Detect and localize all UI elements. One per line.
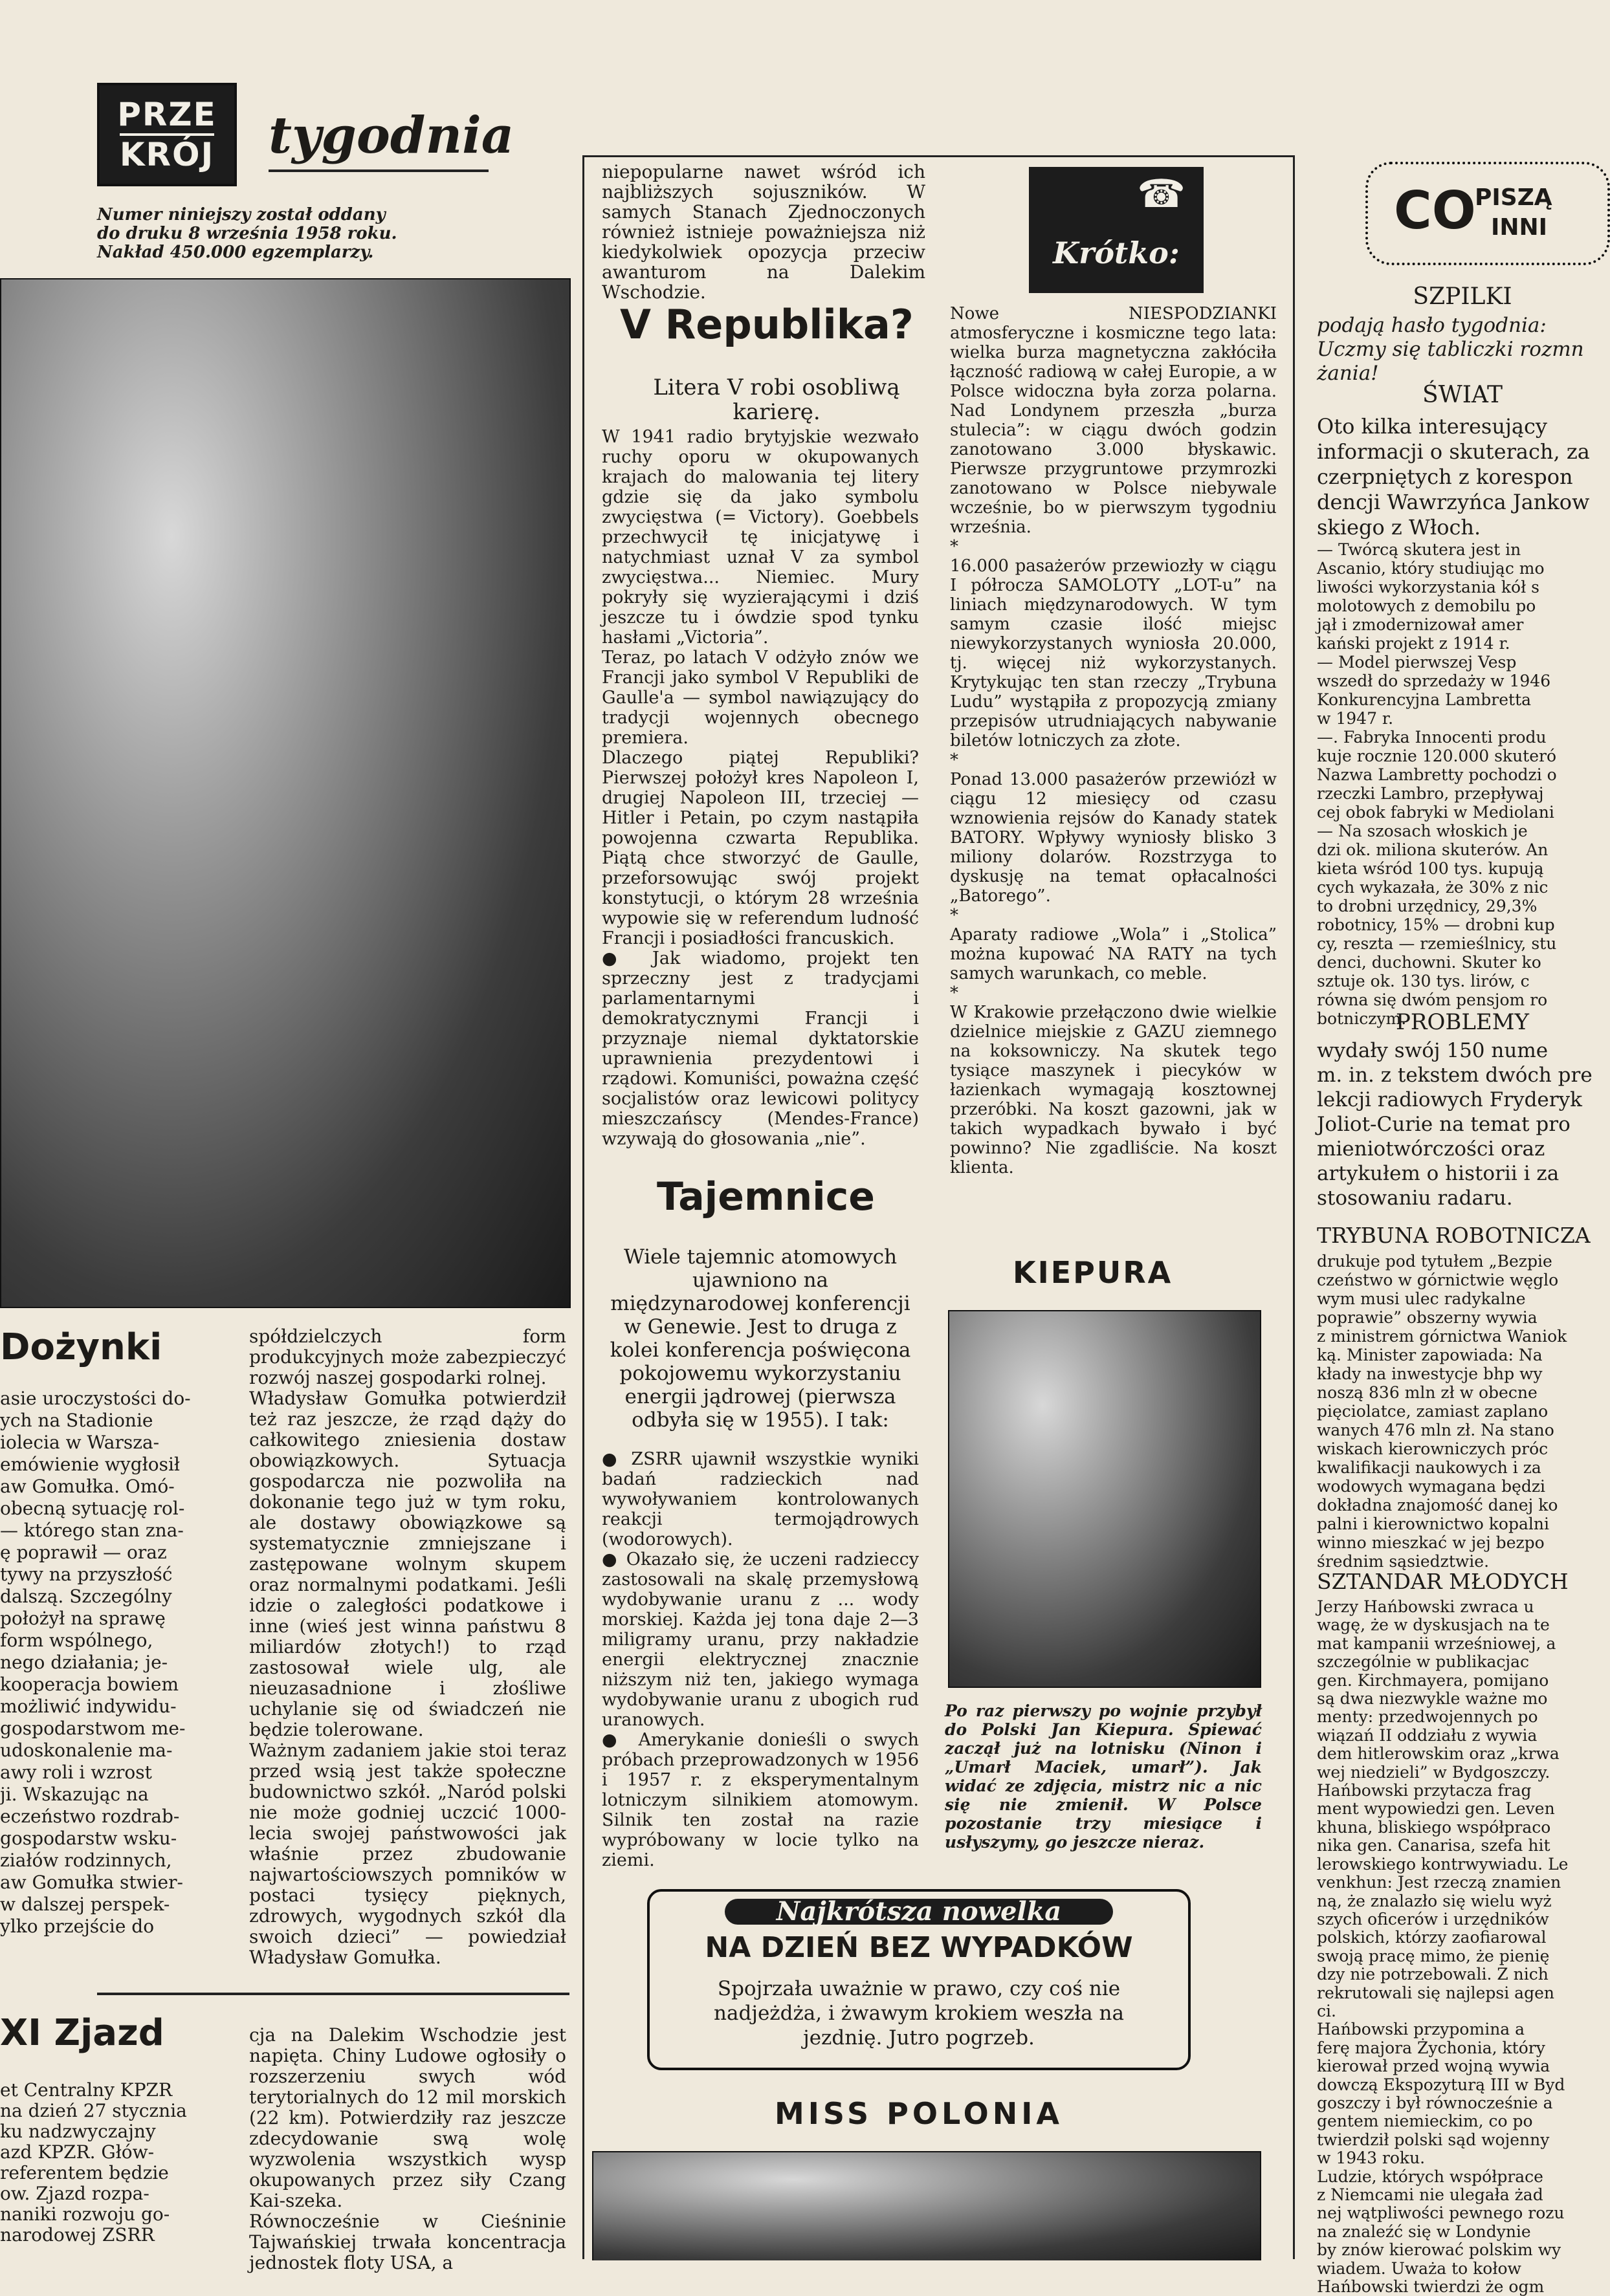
miss-polonia-title: MISS POLONIA <box>775 2096 1063 2131</box>
issue-note: Numer niniejszy został oddany do druku 8 września 1958 roku. Nakład 450.000 egzemplarzy. <box>97 205 397 262</box>
zjazd-col-left: et Centralny KPZR na dzień 27 stycznia ku nadzwyczajny azd KPZR. Głów- referentem będzie ow. Zjazd rozpa- naniki rozwoju go- narodowej ZSRR <box>0 2079 187 2246</box>
co-pisza-inni-logo <box>1365 162 1610 265</box>
logo-line-1: PRZE <box>117 96 217 133</box>
logo-inni: INNI <box>1491 214 1548 241</box>
telephone-icon: ☎ <box>1137 171 1185 217</box>
dozynki-title: Dożynki <box>0 1326 162 1368</box>
miss-polonia-photo <box>592 2151 1261 2260</box>
krotko-logo-text: Krótko: <box>1053 235 1180 270</box>
kiepura-photo <box>948 1310 1261 1688</box>
zjazd-col-right: cja na Dalekim Wschodzie jest napięta. Chiny Ludowe ogłosiły o rozszerzeniu swych wód terytorialnych do 12 mil morskich (22 km). Potwierdziły raz jeszcze zdecydowanie swą wolę wyzwolenia wszystkich wysp okupowanych przez siły Czang Kai-szeka. Równocześnie w Cieśninie Tajwańskiej trwała koncentracja jednostek floty USA, a <box>249 2024 566 2273</box>
tajemnice-lead: Wiele tajemnic atomowych ujawniono na międzynarodowej konferencji w Genewie. Jest to druga z kolei konferencja poświęcona pokojowemu wykorzystaniu energii jądrowej (pierwsza odbyła się w 1955). I tak: <box>610 1245 911 1432</box>
column-rule-right <box>1293 155 1295 2259</box>
tajemnice-title: Tajemnice <box>657 1174 876 1219</box>
nowelka-subtitle: NA DZIEŃ BEZ WYPADKÓW <box>705 1931 1133 1964</box>
problemy-heading: PROBLEMY <box>1396 1009 1529 1035</box>
swiat-lead: Oto kilka interesujący informacji o skuterach, za czerpniętych z korespon dencji Wawrzyńca Jankow skiego z Włoch. <box>1317 414 1590 540</box>
masthead-rule <box>269 169 489 172</box>
nowelka-title: Najkrótsza nowelka <box>776 1896 1062 1927</box>
krotko-body: Nowe NIESPODZIANKI atmosferyczne i kosmiczne tego lata: wielka burza magnetyczna zakłóciła łączność radiową w całej Europie, a w Polsce widoczna była zorza polarna. Nad Londynem przeszła „burza stulecia”: w ciągu dwóch godzin zanotowano 3.000 błyskawic. Pierwsze przygruntowe przymrozki zanotowano w Polsce niebywale wcześnie, bo w pierwszym tygodniu września. * 16.000 pasażerów przewiozły w ciągu I półrocza SAMOLOTY „LOT-u” na liniach międzynarodowych. W tym samym czasie ilość miejsc niewykorzystanych wyniosła 20.000, tj. więcej niż wykorzystanych. Krytykując ten stan rzeczy „Trybuna Ludu” wystąpiła z propozycją zmiany przepisów utrudniających nabywanie biletów lotniczych za złote. * Ponad 13.000 pasażerów przewiózł w ciągu 12 miesięcy od czasu wznowienia rejsów do Kanady statek BATORY. Wpływy wyniosły blisko 3 miliony dolarów. Rozstrzyga to dyskusję na temat opłacalności „Batorego”. * Aparaty radiowe „Wola” i „Stolica” można kupować NA RATY na tych samych warunkach, co meble. * W Krakowie przełączono dwie wielkie dzielnice miejskie z GAZU ziemnego na koksowniczy. Na skutek tego tysiące maszynek i piecyków w łazienkach wymagają kosztownej przeróbki. Na koszt gazowni, jak w takich wypadkach bywało i być powinno? Nie zgadliście. Na koszt klienta. <box>950 304 1277 1177</box>
swiat-body: — Twórcą skutera jest in Ascanio, który studiując mo liwości wykorzystania kół s molotowych z demobilu po jął i zmodernizował amer kański projekt z 1914 r. — Model pierwszej Vesp wszedł do sprzedaży w 1946 Konkurencyjna Lambretta w 1947 r. —. Fabryka Innocenti produ kuje rocznie 120.000 skuteró Nazwa Lambretty pochodzi o rzeczki Lambro, przepływaj cej obok fabryki w Mediolani — Na szosach włoskich je dzi ok. miliona skuterów. An kieta wśród 100 tys. kupują cych wykazała, że 30% z nic to drobni urzędnicy, 29,3% robotnicy, 15% — drobni kup cy, reszta — rzemieślnicy, stu denci, duchowni. Skuter ko sztuje ok. 130 tys. lirów, c równa się dwóm pensjom ro botniczym. <box>1317 540 1557 1028</box>
dozynki-divider <box>97 1993 569 1995</box>
szpilki-heading: SZPILKI <box>1413 283 1512 310</box>
logo-line-2: KRÓJ <box>120 133 214 173</box>
dozynki-photo <box>0 278 571 1308</box>
przekroj-logo <box>97 83 237 186</box>
dozynki-col-left: asie uroczystości do- ych na Stadionie iolecia w Warsza- emówienie wygłosił aw Gomułka. Omó- obecną sytuację rol- — którego stan zna- ę poprawił — oraz tywy na przyszłość dalszą. Szczególny położył na sprawę form wspólnego, nego działania; je- kooperacja bowiem możliwić indywidu- gospodarstwom me- udoskonalenie ma- awy roli i wzrost ji. Wskazując na eczeństwo rozdrab- gospodarstw wsku- ziałów rodzinnych, aw Gomułka stwier- w dalszej perspek- ylko przejście do <box>0 1388 191 1937</box>
logo-pisza: PISZĄ <box>1475 184 1552 211</box>
dozynki-col-right: spółdzielczych form produkcyjnych może zabezpieczyć rozwój naszej gospodarki rolnej. Władysław Gomułka potwierdził też raz jeszcze, że rząd dąży do całkowitego zniesienia dostaw obowiązkowych. Sytuacja gospodarcza nie pozwoliła na dokonanie tego już w tym roku, ale dostawy obowiązkowe są systematycznie zmniejszane i zastępowane wolnym skupem oraz normalnymi podatkami. Jeśli idzie o zaległości podatkowe i inne (wieś jest winna państwu 8 miliardów złotych!) to rząd zastosował wiele ulg, ale nieuzasadnione i złośliwe uchylanie się od świadczeń nie będzie tolerowane. Ważnym zadaniem jakie stoi teraz przed wsią jest także społeczne budownictwo szkół. „Naród polski nie może godniej uczcić 1000-lecia swojej państwowości jak właśnie przez zbudowanie najwartościowszych pomników w postaci tysięcy pięknych, zdrowych, wygodnych szkół dla swoich dzieci” — powiedział Władysław Gomułka. <box>249 1326 566 1968</box>
column-rule-top <box>582 155 1294 157</box>
tajemnice-body: ● ZSRR ujawnił wszystkie wyniki badań radzieckich nad wywoływaniem kontrolowanych reakcji termojądrowych (wodorowych). ● Okazało się, że uczeni radzieccy zastosowali na skalę przemysłową wydobywanie uranu z ... wody morskiej. Każda jej tona daje 2—3 miligramy uranu, przy nakładzie energii elektrycznej znacznie niższym niż ten, jakiego wymaga wydobywanie uranu z ubogich rud uranowych. ● Amerykanie donieśli o swych próbach przeprowadzonych w 1956 i 1957 r. z eksperymentalnym lotniczym silnikiem atomowym. Silnik ten został na razie wypróbowany w locie tylko na ziemi. <box>602 1449 919 1870</box>
trybuna-heading: TRYBUNA ROBOTNICZA <box>1317 1223 1591 1248</box>
zjazd-title: XI Zjazd <box>0 2012 164 2054</box>
kiepura-title: KIEPURA <box>1013 1255 1173 1290</box>
republika-lead: Litera V robi osobliwą karierę. <box>653 375 900 425</box>
sztandar-body: Jerzy Hańbowski zwraca u wagę, że w dyskusjach na te mat kampanii wrześniowej, a szczególnie w publikacjac gen. Kirchmayera, pomijano są dwa niezwykle ważne mo menty: przedwojennych po wiązań II oddziału z wywia dem hitlerowskim oraz „krwa wej niedzieli” w Bydgoszczy. Hańbowski przytacza frag ment wypowiedzi gen. Leven khuna, bliskiego współpraco nika gen. Canarisa, szefa hit lerowskiego kontrwywiadu. Le venkhun: Jest rzeczą znamien ną, że znalazło się wielu wyż szych oficerów i urzędników polskich, którzy zaofiarowal swoją pracę mimo, że pienię dzy nie potrzebowali. Z nich rekrutowali się najlepsi agen ci. Hańbowski przypomina a ferę majora Żychonia, który kierował przed wojną wywia dowczą Ekspozyturą III w Byd goszczy i był równocześnie a gentem niemieckim, co po twierdził polski sąd wojenny w 1943 roku. Ludzie, których współprace z Niemcami nie ulegała żad nej wątpliwości pewnego rozu na znaleźć się w Londynie by znów kierować polskim wy wiadem. Uważa to kołow Hańbowski twierdzi że ogm <box>1317 1597 1569 2296</box>
nowelka-body: Spojrzała uważnie w prawo, czy coś nie nadjeżdża, i żwawym krokiem weszła na jezdnię. Jutro pogrzeb. <box>714 1977 1124 2050</box>
col-a-continuation: niepopularne nawet wśród ich najbliższych sojuszników. W samych Stanach Zjednoczonych również istnieje poważniejsza niż kiedykolwiek opozycja przeciw awanturom na Dalekim Wschodzie. <box>602 161 925 303</box>
problemy-body: wydały swój 150 nume m. in. z tekstem dwóch pre lekcji radiowych Fryderyk Joliot-Curie na temat pro mieniotwórczości oraz artykułem o historii i za stosowaniu radaru. <box>1317 1039 1593 1210</box>
logo-co: CO <box>1394 180 1476 241</box>
krotko-logo <box>1029 167 1204 293</box>
szpilki-body: podają hasło tygodnia: Uczmy się tabliczki rozmn żania! <box>1317 314 1584 385</box>
sztandar-heading: SZTANDAR MŁODYCH <box>1317 1569 1569 1594</box>
republika-body: W 1941 radio brytyjskie wezwało ruchy oporu w okupowanych krajach do malowania tej litery gdzie się da jako symbolu zwycięstwa (= Victory). Goebbels przechwycił tę inicjatywę i natychmiast uznał V za symbol zwycięstwa... Niemiec. Mury pokryły się wyzierającymi i dziś jeszcze tu i ówdzie spod tynku hasłami „Victoria”. Teraz, po latach V odżyło znów we Francji jako symbol V Republiki de Gaulle'a — symbol nawiązujący do tradycji wojennych obecnego premiera. Dlaczego piątej Republiki? Pierwszej położył kres Napoleon I, drugiej Napoleon III, trzeciej — Hitler i Petain, po czym nastąpiła powojenna czwarta Republika. Piątą chce stworzyć de Gaulle, przeforsowując swój projekt konstytucji, o którym 28 września wypowie się w referendum ludność Francji i posiadłości francuskich. ● Jak wiadomo, projekt ten sprzeczny jest z tradycjami parlamentarnymi i demokratycznymi Francji i przyznaje niemal dyktatorskie uprawnienia prezydentowi i rządowi. Komuniści, poważna część socjalistów oraz lewicowi politycy mieszczańscy (Mendes-France) wzywają do głosowania „nie”. <box>602 427 919 1149</box>
republika-title: V Republika? <box>620 301 914 348</box>
section-word: tygodnia <box>269 106 514 165</box>
swiat-heading: ŚWIAT <box>1422 382 1503 408</box>
kiepura-caption: Po raz pierwszy po wojnie przybył do Polski Jan Kiepura. Śpiewać zaczął już na lotnisku (Ninon i „Umarł Maciek, umarł”). Jak widać ze zdjęcia, mistrz nic a nic się nie zmienił. W Polsce pozostanie trzy miesiące i usłyszymy, go jeszcze nieraz. <box>945 1701 1262 1852</box>
trybuna-body: drukuje pod tytułem „Bezpie czeństwo w górnictwie węglo wym musi ulec radykalne poprawie” obszerny wywia z ministrem górnictwa Waniok ką. Minister zapowiada: Na kłady na inwestycje bhp wy noszą 836 mln zł w obecne pięciolatce, zamiast zaplano wanych 476 mln zł. Na stano wiskach kierowniczych próc kwalifikacji naukowych i za wodowych wymagana będzi dokładna znajomość danej ko palni i kierownictwo kopalni winno mieszkać w jej bezpo średnim sąsiedztwie. <box>1317 1252 1567 1571</box>
column-rule-left <box>582 155 584 2259</box>
